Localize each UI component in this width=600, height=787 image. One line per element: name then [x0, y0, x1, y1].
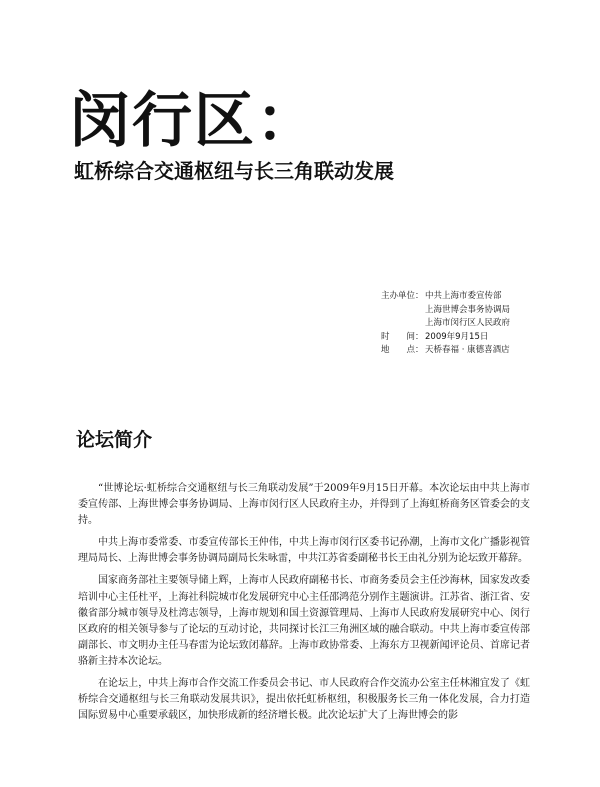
organizer-item: 上海市闵行区人民政府 [425, 318, 511, 329]
organizers-row [381, 290, 591, 331]
body-paragraph: 在论坛上，中共上海市合作交流工作委员会书记、市人民政府合作交流办公室主任林湘宜发了《虹桥综合交通枢纽与长三角联动发展共识》，提出依托虹桥枢纽，积极服务长三角一体化发展，合力打造国际贸易中心重要承载区，加快形成新的经济增长极。此次论坛扩大了上海世博会的影 [78, 678, 530, 722]
page-title: 闵行区： [70, 86, 318, 156]
organizer-item: 中共上海市委宣传部 [425, 291, 502, 301]
time-value: 2009年9月15日 [425, 331, 489, 342]
organizer-item: 上海世博会事务协调局 [425, 304, 511, 315]
place-value: 天桥春福 · 康德喜酒店 [425, 345, 510, 356]
body-paragraph: 国家商务部社主要领导储上辉，上海市人民政府副秘书长、市商务委员会主任沙海林，国家发改委培训中心主任杜平，上海社科院城市化发展研究中心主任邵鸿范分别作主题演讲。江苏省、浙江省、安徽省部分城市领导及杜湾志领导，上海市规划和国土资源管理局、上海市人民政府发展研究中心、闵行区政府的相关领导参与了论坛的互动讨论，共同探讨长江三角洲区域的融合联动。中共上海市委宣传部副部长、市文明办主任马春雷为论坛致闭幕辞。上海市政协常委、上海东方卫视新闻评论员、首席记者骆新主持本次论坛。 [78, 575, 530, 667]
organizers-list [425, 290, 510, 331]
page-subtitle: 虹桥综合交通枢纽与长三角联动发展 [74, 159, 394, 183]
time-row [381, 331, 591, 345]
place-label: 地 点： [381, 345, 424, 356]
place-row [381, 344, 591, 358]
section-title: 论坛简介 [76, 429, 153, 451]
body-paragraph: 中共上海市委常委、市委宣传部长王仲伟，中共上海市闵行区委书记孙潮，上海市文化广播影视管理局局长、上海世博会事务协调局副局长朱咏雷，中共江苏省委副秘书长王由礼分别为论坛致开幕辞。 [78, 537, 530, 565]
event-info-block [381, 290, 591, 358]
body-paragraph: “世博论坛·虹桥综合交通枢纽与长三角联动发展”于2009年9月15日开幕。本次论坛由中共上海市委宣传部、上海世博会事务协调局、上海市闵行区人民政府主办，并得到了上海虹桥商务区管委会的支持。 [78, 483, 530, 527]
organizers-label: 主办单位： [381, 291, 424, 301]
time-label: 时 间： [381, 331, 424, 342]
section-body [78, 481, 530, 730]
